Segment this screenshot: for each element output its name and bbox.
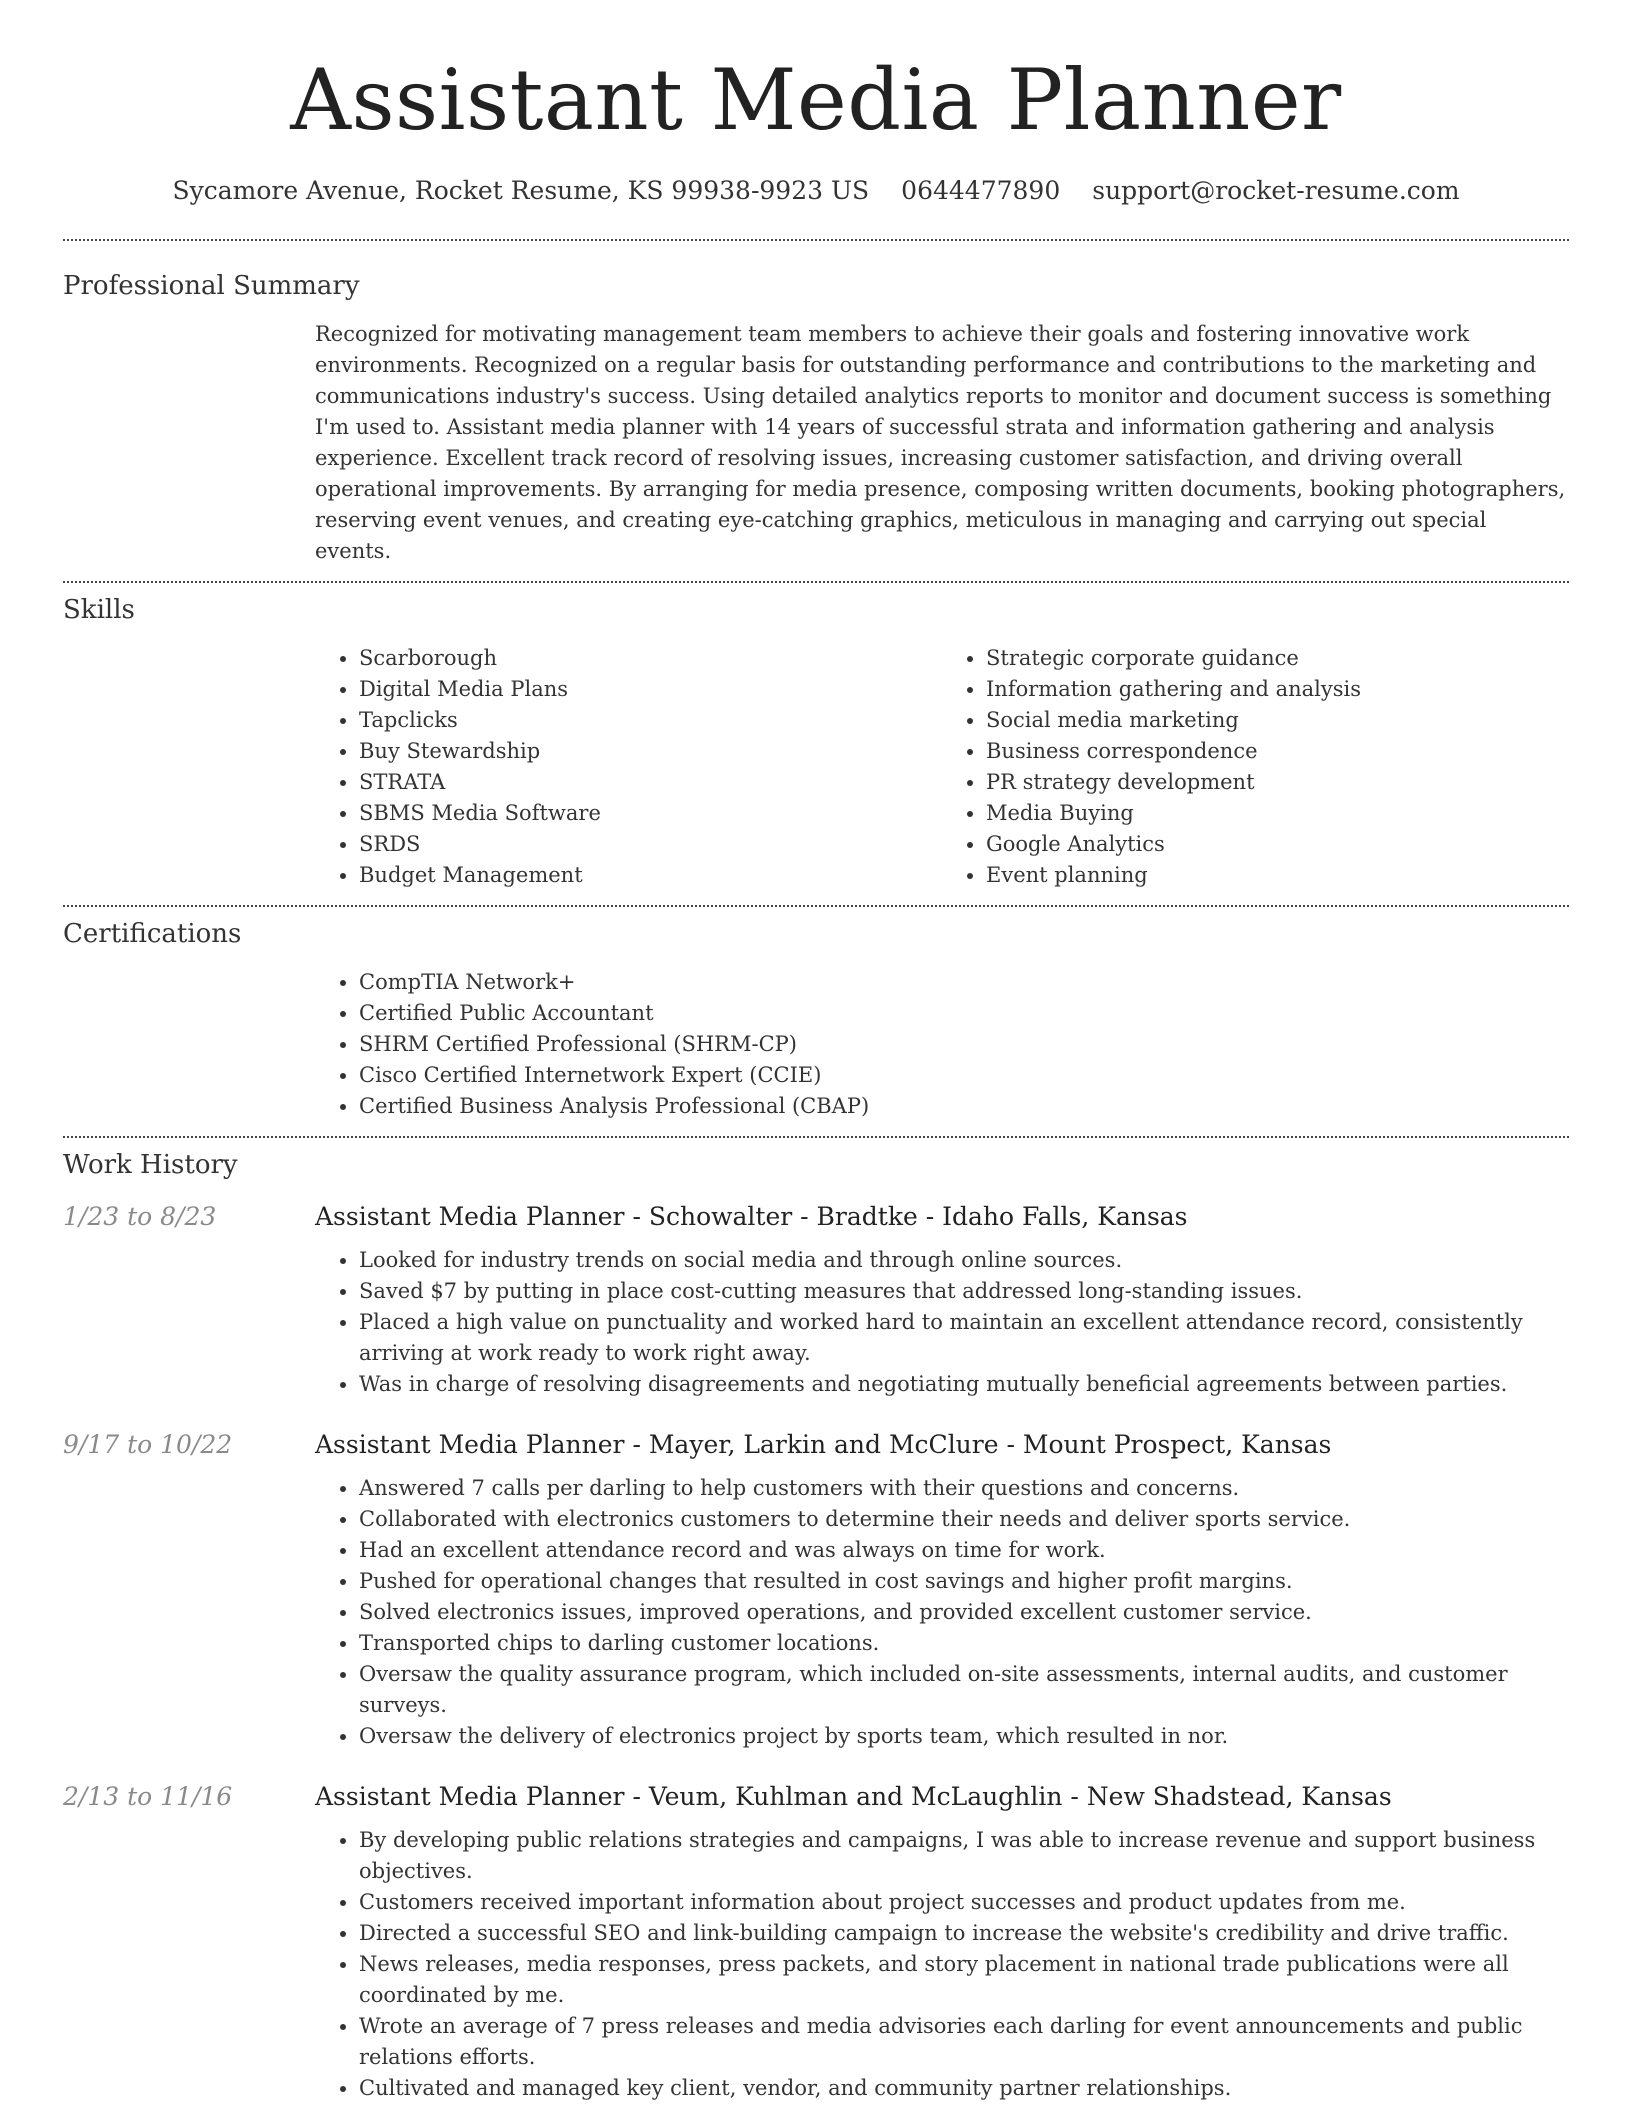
summary-content xyxy=(315,319,1569,567)
divider xyxy=(63,239,1569,241)
certifications-section xyxy=(63,919,1569,1122)
job-bullet-list xyxy=(315,1473,1569,1752)
list-item: • SHRM Certified Professional (SHRM-CP) xyxy=(359,1029,1569,1060)
contact-email: support@rocket-resume.com xyxy=(1092,176,1460,205)
job-entry xyxy=(63,1430,1569,1752)
section-title-summary: Professional Summary xyxy=(63,271,360,301)
job-entry xyxy=(63,1202,1569,1400)
summary-section xyxy=(63,271,1569,567)
list-item: • PR strategy development xyxy=(986,767,1569,798)
list-item: • Certified Public Accountant xyxy=(359,998,1569,1029)
job-bullet-list xyxy=(315,1245,1569,1400)
job-header xyxy=(63,1430,1569,1459)
list-item: • Business correspondence xyxy=(986,736,1569,767)
list-item: • Certified Business Analysis Professional (CBAP) xyxy=(359,1091,1569,1122)
list-item: • Directed a successful SEO and link-building campaign to increase the website's credibility and drive traffic. xyxy=(359,1918,1569,1949)
list-item: • Was in charge of resolving disagreements and negotiating mutually beneficial agreements between parties. xyxy=(359,1369,1569,1400)
resume-name: Assistant Media Planner xyxy=(290,51,1342,149)
list-item: • Strategic corporate guidance xyxy=(986,643,1569,674)
list-item: • Pushed for operational changes that resulted in cost savings and higher profit margins. xyxy=(359,1566,1569,1597)
skills-list-right xyxy=(942,643,1569,891)
list-item: • Looked for industry trends on social media and through online sources. xyxy=(359,1245,1569,1276)
job-bullets xyxy=(315,1825,1569,2104)
contact-line xyxy=(0,176,1632,205)
section-title-certifications: Certifications xyxy=(63,919,242,949)
list-item: • Tapclicks xyxy=(359,705,942,736)
job-date: 9/17 to 10/22 xyxy=(63,1430,233,1459)
list-item: • Scarborough xyxy=(359,643,942,674)
job-title: Assistant Media Planner - Schowalter - Bradtke - Idaho Falls, Kansas xyxy=(315,1202,1188,1231)
list-item: • SRDS xyxy=(359,829,942,860)
job-date: 2/13 to 11/16 xyxy=(63,1782,233,1811)
summary-text: Recognized for motivating management team members to achieve their goals and fostering innovative work environments. Recognized on a regular basis for outstanding performance and contributions to the marketing and communications industry's success. Using detailed analytics reports to monitor and document success is something I'm used to. Assistant media planner with 14 years of successful strata and information gathering and analysis experience. Excellent track record of resolving issues, increasing customer satisfaction, and driving overall operational improvements. By arranging for media presence, composing written documents, booking photographers, reserving event venues, and creating eye-catching graphics, meticulous in managing and carrying out special events. xyxy=(315,322,1566,563)
job-header xyxy=(63,1782,1569,1811)
job-bullets xyxy=(315,1245,1569,1400)
list-item: • Digital Media Plans xyxy=(359,674,942,705)
list-item: • Placed a high value on punctuality and worked hard to maintain an excellent attendance record, consistently arriving at work ready to work right away. xyxy=(359,1307,1569,1369)
list-item: • Media Buying xyxy=(986,798,1569,829)
job-date: 1/23 to 8/23 xyxy=(63,1202,217,1231)
job-header xyxy=(63,1202,1569,1231)
list-item: • Cisco Certified Internetwork Expert (CCIE) xyxy=(359,1060,1569,1091)
certifications-list xyxy=(315,967,1569,1122)
work-section xyxy=(63,1150,1569,2104)
list-item: • Google Analytics xyxy=(986,829,1569,860)
job-title: Assistant Media Planner - Mayer, Larkin and McClure - Mount Prospect, Kansas xyxy=(315,1430,1332,1459)
list-item: • Saved $7 by putting in place cost-cutting measures that addressed long-standing issues. xyxy=(359,1276,1569,1307)
list-item: • News releases, media responses, press packets, and story placement in national trade publications were all coordinated by me. xyxy=(359,1949,1569,2011)
contact-address: Sycamore Avenue, Rocket Resume, KS 99938-9923 US xyxy=(172,176,870,205)
job-title: Assistant Media Planner - Veum, Kuhlman and McLaughlin - New Shadstead, Kansas xyxy=(315,1782,1392,1811)
skills-columns xyxy=(315,643,1569,891)
divider xyxy=(63,581,1569,583)
list-item: • Cultivated and managed key client, vendor, and community partner relationships. xyxy=(359,2073,1569,2104)
list-item: • Budget Management xyxy=(359,860,942,891)
list-item: • SBMS Media Software xyxy=(359,798,942,829)
contact-phone: 0644477890 xyxy=(901,176,1061,205)
job-bullets xyxy=(315,1473,1569,1752)
skills-list-left xyxy=(315,643,942,891)
list-item: • Buy Stewardship xyxy=(359,736,942,767)
job-bullet-list xyxy=(315,1825,1569,2104)
certifications-content xyxy=(315,967,1569,1122)
list-item: • CompTIA Network+ xyxy=(359,967,1569,998)
divider xyxy=(63,905,1569,907)
list-item: • Transported chips to darling customer locations. xyxy=(359,1628,1569,1659)
list-item: • Oversaw the delivery of electronics project by sports team, which resulted in nor. xyxy=(359,1721,1569,1752)
list-item: • Oversaw the quality assurance program, which included on-site assessments, internal audits, and customer surveys. xyxy=(359,1659,1569,1721)
job-entry xyxy=(63,1782,1569,2104)
skills-section xyxy=(63,595,1569,891)
list-item: • Social media marketing xyxy=(986,705,1569,736)
list-item: • Had an excellent attendance record and was always on time for work. xyxy=(359,1535,1569,1566)
divider xyxy=(63,1136,1569,1138)
list-item: • Wrote an average of 7 press releases and media advisories each darling for event announcements and public relations efforts. xyxy=(359,2011,1569,2073)
section-title-skills: Skills xyxy=(63,595,135,625)
list-item: • Information gathering and analysis xyxy=(986,674,1569,705)
list-item: • Answered 7 calls per darling to help customers with their questions and concerns. xyxy=(359,1473,1569,1504)
list-item: • Solved electronics issues, improved operations, and provided excellent customer service. xyxy=(359,1597,1569,1628)
list-item: • Event planning xyxy=(986,860,1569,891)
list-item: • Collaborated with electronics customers to determine their needs and deliver sports service. xyxy=(359,1504,1569,1535)
list-item: • By developing public relations strategies and campaigns, I was able to increase revenue and support business objectives. xyxy=(359,1825,1569,1887)
section-title-work: Work History xyxy=(63,1150,238,1180)
list-item: • STRATA xyxy=(359,767,942,798)
list-item: • Customers received important information about project successes and product updates from me. xyxy=(359,1887,1569,1918)
